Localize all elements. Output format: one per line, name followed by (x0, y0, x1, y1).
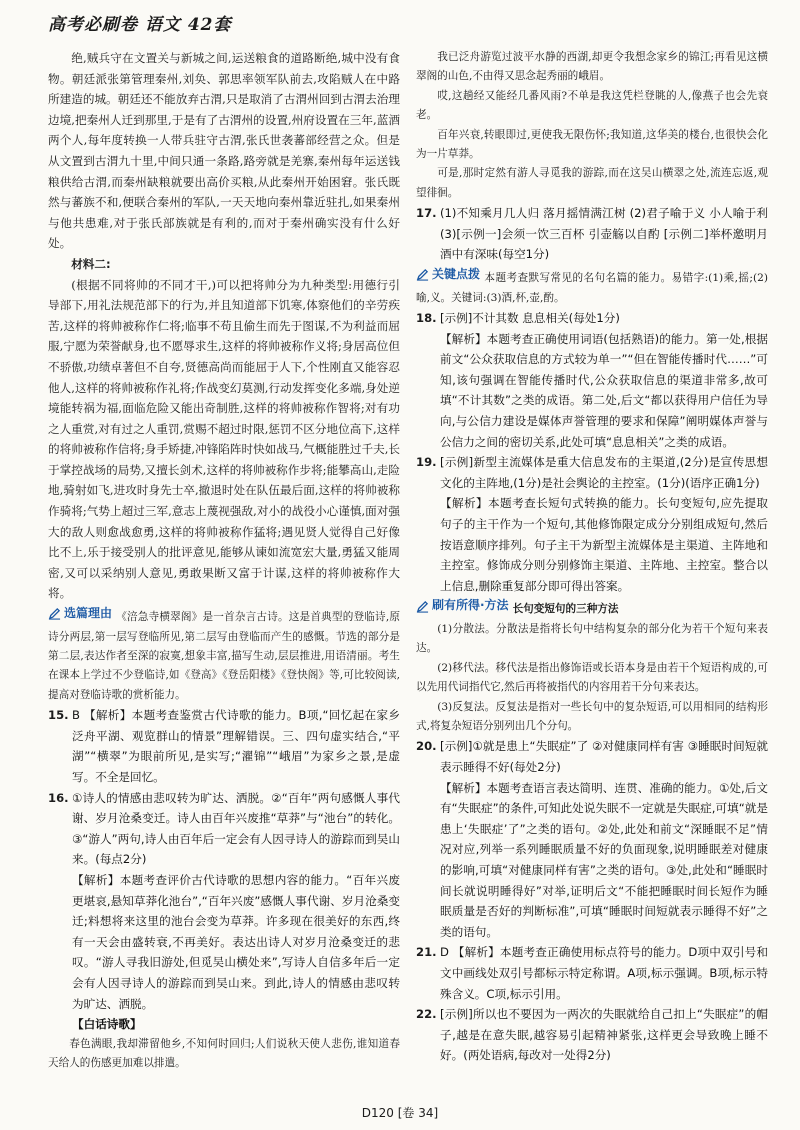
left-column (48, 48, 400, 1074)
right-column (416, 48, 768, 1066)
baihua-title: 【白话诗歌】 (72, 1017, 142, 1032)
material-1-translation: 绝,贼兵守在文置关与新城之间,运送粮食的道路断绝,城中没有食物。朝廷派张第管理秦州,刘奂、郭思率领军队前去,攻陷贼人在中路所建造的城。朝廷还不能放弃古渭,只是取消了古渭州回到古渭去治理边境,把秦州人迁到那里,于是有了古渭州的设置,州府设置在三年,蓝酒两个人,每年度转换一人带兵驻守古渭,张氏世袭蕃部经营之众。但是从文置到古渭九十里,中间只通一条路,路旁就是羌寨,秦州每年运送钱粮供给古渭,而秦州缺粮就要出高价买粮,从此秦州开始困窘。张氏既然与蕃族不和,便联合秦州的军队,一天天地向秦州靠近驻扎,如果秦州与他共患难,对于张氏部族就是有利的,而对于秦州确实没有什么好处。 (48, 51, 400, 251)
fangfa-block (416, 596, 768, 620)
guanjian-badge (416, 265, 480, 284)
question-18 (416, 308, 768, 452)
fangfa-title: 长句变短句的三种方法 (512, 603, 619, 616)
baihua-text-4: 百年兴衰,转眼即过,更使我无限伤怀;我知道,这华美的楼台,也很快会化为一片草莽。 (416, 128, 768, 161)
q20-number: 20. (416, 739, 437, 754)
q18-answer: [示例]不计其数 息息相关(每处1分) (440, 311, 620, 326)
fangfa-badge (416, 596, 509, 615)
fangfa-item-1: (1)分散法。分散法是指将长句中结构复杂的部分化为若干个短句来表达。 (416, 622, 768, 655)
q20-analysis: 【解析】本题考查语言表达简明、连贯、准确的能力。①处,后文有“失眠症”的条件,可知此处说失眠不一定就是失眠症,可填“就是患上‘失眠症’了”之类的语句。②处,此处和前文“深睡眠不足”情况对应,列举一系列睡眠质量不好的负面现象,说明睡眠差对健康的影响,可填“对健康同样有害”之类的语句。③处,此处和“睡眠时间长就说明睡得好”对举,证明后文“不能把睡眠时间长短作为睡眠质量是否好的判断标准”,可填“睡眠时间短就表示睡得不好”之类的语句。 (440, 780, 768, 939)
q15-answer: B 【解析】本题考查鉴赏古代诗歌的能力。B项,“回忆起在家乡泛舟平湖、观览群山的情景”理解错误。三、四句虚实结合,“平湖”“横翠”为眼前所见,是实写;“濯锦”“峨眉”为家乡之景,是虚写。不全是回忆。 (72, 708, 400, 785)
guanjian-text: 本题考查默写常见的名句名篇的能力。易错字:(1)乘,摇;(2)喻,义。关键词:(3)酒,杯,壶,酌。 (416, 272, 768, 304)
q19-answer: [示例]新型主流媒体是重大信息发布的主渠道,(2分)是宣传思想文化的主阵地,(1分)是社会舆论的主控室。(1分)(语序正确1分) (440, 455, 768, 490)
pen-icon (416, 600, 429, 613)
q17-number: 17. (416, 206, 437, 221)
q21-answer: D 【解析】本题考查正确使用标点符号的能力。D项中双引号和文中画线处双引号都标示特定称谓。A项,标示强调。B项,标示特殊含义。C项,标示引用。 (440, 945, 768, 1001)
q19-analysis: 【解析】本题考查长短句式转换的能力。长句变短句,应先提取句子的主干作为一个短句,其他修饰限定成分分别组成短句,然后按语意顺序排列。句子主干为新型主流媒体是主渠道、主阵地和主控室。修饰成分则分别修饰主渠道、主阵地、主控室。整合以上信息,删除重复部分即可得出答案。 (440, 496, 768, 593)
xuanpian-text: 《涪急寺横翠阁》是一首杂言古诗。这是首典型的登临诗,原诗分两层,第一层写登临所见,第二层写由登临而产生的感慨。节选的部分是第二层,表达作者至深的寂寞,想象丰富,描写生动,层层推进,用语清丽。考生在课本上学过不少登临诗,如《登高》《登岳阳楼》《登快阁》等,可比较阅读,提高对登临诗歌的赏析能力。 (48, 611, 400, 701)
baihua-text-3: 哎,这趟经又能经几番风雨?不单是我这凭栏登眺的人,像燕子也会先衰老。 (416, 89, 768, 122)
material-2-title: 材料二: (71, 256, 111, 271)
question-17 (416, 203, 768, 265)
pen-icon (416, 268, 429, 281)
book-title: 高考必刷卷 语文 42套 (48, 15, 232, 35)
page-number: D120 [卷 34] (361, 1106, 439, 1120)
fangfa-label: 刷有所得·方法 (432, 598, 509, 613)
question-19 (416, 452, 768, 596)
q16-analysis: 【解析】本题考查评价古代诗歌的思想内容的能力。“百年兴废更堪哀,悬知草莽化池台”,“百年兴废”感慨人事代谢、岁月沧桑变迁;料想将来这里的池台会变为草莽。许多现在很美好的东西,终有一天会由盛转衰,不再美好。表达出诗人对岁月沧桑变迁的悲叹。“游人寻我旧游处,但觅吴山横处来”,写诗人自信多年后一定会有人因寻诗人的游踪而到吴山来。到此,诗人的情感由悲叹转为旷达、洒脱。 (72, 873, 400, 1011)
q16-number: 16. (48, 790, 69, 805)
question-15 (48, 705, 400, 787)
q22-number: 22. (416, 1007, 437, 1022)
question-22 (416, 1004, 768, 1066)
xuanpian-badge (48, 604, 112, 623)
baihua-text-5: 可是,那时定然有游人寻觅我的游踪,而在这吴山横翠之处,流连忘返,观望徘徊。 (416, 167, 768, 199)
xuanpian-block (48, 604, 400, 705)
material-2-translation: (根据不同将帅的不同才干,)可以把将帅分为九种类型:用德行引导部下,用礼法规范部下的行为,并且知道部下饥寒,体察他们的辛劳疾苦,这样的将帅被称作仁将;临事不苟且偷生而先于图谋,不为利益而屈服,宁愿为荣誉献身,也不愿辱求生,这样的将帅被称作义将;身居高位但不骄傲,功绩卓著但不自夸,贤德高尚而能屈于人下,个性刚直又能容忍他人,这样的将帅被称作礼将;作战变幻莫测,行动发挥变化多端,身处逆境能转祸为福,面临危险又能出奇制胜,这样的将帅被称作智将;对有功之人重赏,对有过之人重罚,赏赐不超过时限,惩罚不区分地位高下,这样的将帅被称作信将;身手矫捷,冲锋陷阵时快如战马,气概能胜过千夫,长于掌控战场的局势,又擅长剑术,这样的将帅被称作步将;能攀高山,走险地,骑射如飞,进攻时身先士卒,撤退时处在队伍最后面,这样的将帅被称作骑将;气势上超过三军,意志上蔑视强敌,对小的战役小心谨慎,面对强大的敌人则愈战愈勇,这样的将帅被称作猛将;遇见贤人觉得自己好像比不上,乐于接受别人的批评意见,能够从谏如流宽宏大量,勇猛又能周密,又可以采纳别人意见,勇敢果断又富于计谋,这样的将帅被称作大将。 (48, 277, 400, 601)
q20-answer: [示例]①就是患上“失眠症”了 ②对健康同样有害 ③睡眠时间短就表示睡得不好(每处2分) (440, 739, 768, 774)
q18-analysis: 【解析】本题考查正确使用词语(包括熟语)的能力。第一处,根据前文“公众获取信息的方式较为单一”“但在智能传播时代……”可知,该句强调在智能传播时代,公众获取信息的渠道非常多,故可填“不计其数”之类的成语。第二处,后文“都以获得用户信任为导向,与公信力建设是媒体声誉管理的要求和保障”阐明媒体声誉与公信力之间的密切关系,此处可填“息息相关”之类的成语。 (440, 331, 768, 449)
xuanpian-label: 选篇理由 (64, 606, 113, 621)
q17-answer: (1)不知乘月几人归 落月摇情满江树 (2)君子喻于义 小人喻于利 (3)[示例一]会须一饮三百杯 引壶觞以自酌 [示例二]举杯邀明月 酒中有深味(每空1分) (440, 206, 768, 262)
fangfa-item-3: (3)反复法。反复法是指对一些长句中的复杂短语,可以用相同的结构形式,将复杂短语分别列出几个分句。 (416, 700, 768, 732)
guanjian-block (416, 265, 768, 308)
guanjian-label: 关键点拨 (432, 267, 481, 282)
pen-icon (48, 607, 61, 620)
q19-number: 19. (416, 455, 437, 470)
question-21 (416, 942, 768, 1004)
q16-answer: ①诗人的情感由悲叹转为旷达、洒脱。②“百年”两句感慨人事代谢、岁月沧桑变迁。诗人由百年兴废推“草莽”与“池台”的转化。③“游人”两句,诗人由百年后一定会有人因寻诗人的游踪而到吴山来。(每点2分) (72, 790, 400, 867)
baihua-text-2: 我已泛舟游览过波平水静的西湖,却更令我想念家乡的锦江;再看见这横翠阁的山色,不由得又思念起秀丽的峨眉。 (416, 51, 768, 83)
q21-number: 21. (416, 945, 437, 960)
question-16 (48, 788, 400, 1035)
q22-answer: [示例]所以也不要因为一两次的失眠就给自己扣上“失眠症”的帽子,越是在意失眠,越容易引起精神紧张,这样更会导致晚上睡不好。(两处语病,每改对一处得2分) (440, 1007, 768, 1063)
baihua-text-1: 春色满眼,我却滞留他乡,不知何时回归;人们说秋天使人悲伤,谁知道春天给人的伤感更加难以排遣。 (48, 1037, 400, 1070)
question-20 (416, 736, 768, 942)
q18-number: 18. (416, 311, 437, 326)
q15-number: 15. (48, 708, 69, 723)
fangfa-item-2: (2)移代法。移代法是指出修饰语或长语本身是由若干个短语构成的,可以先用代词指代它,然后再将被指代的内容用若干分句来表达。 (416, 661, 768, 694)
